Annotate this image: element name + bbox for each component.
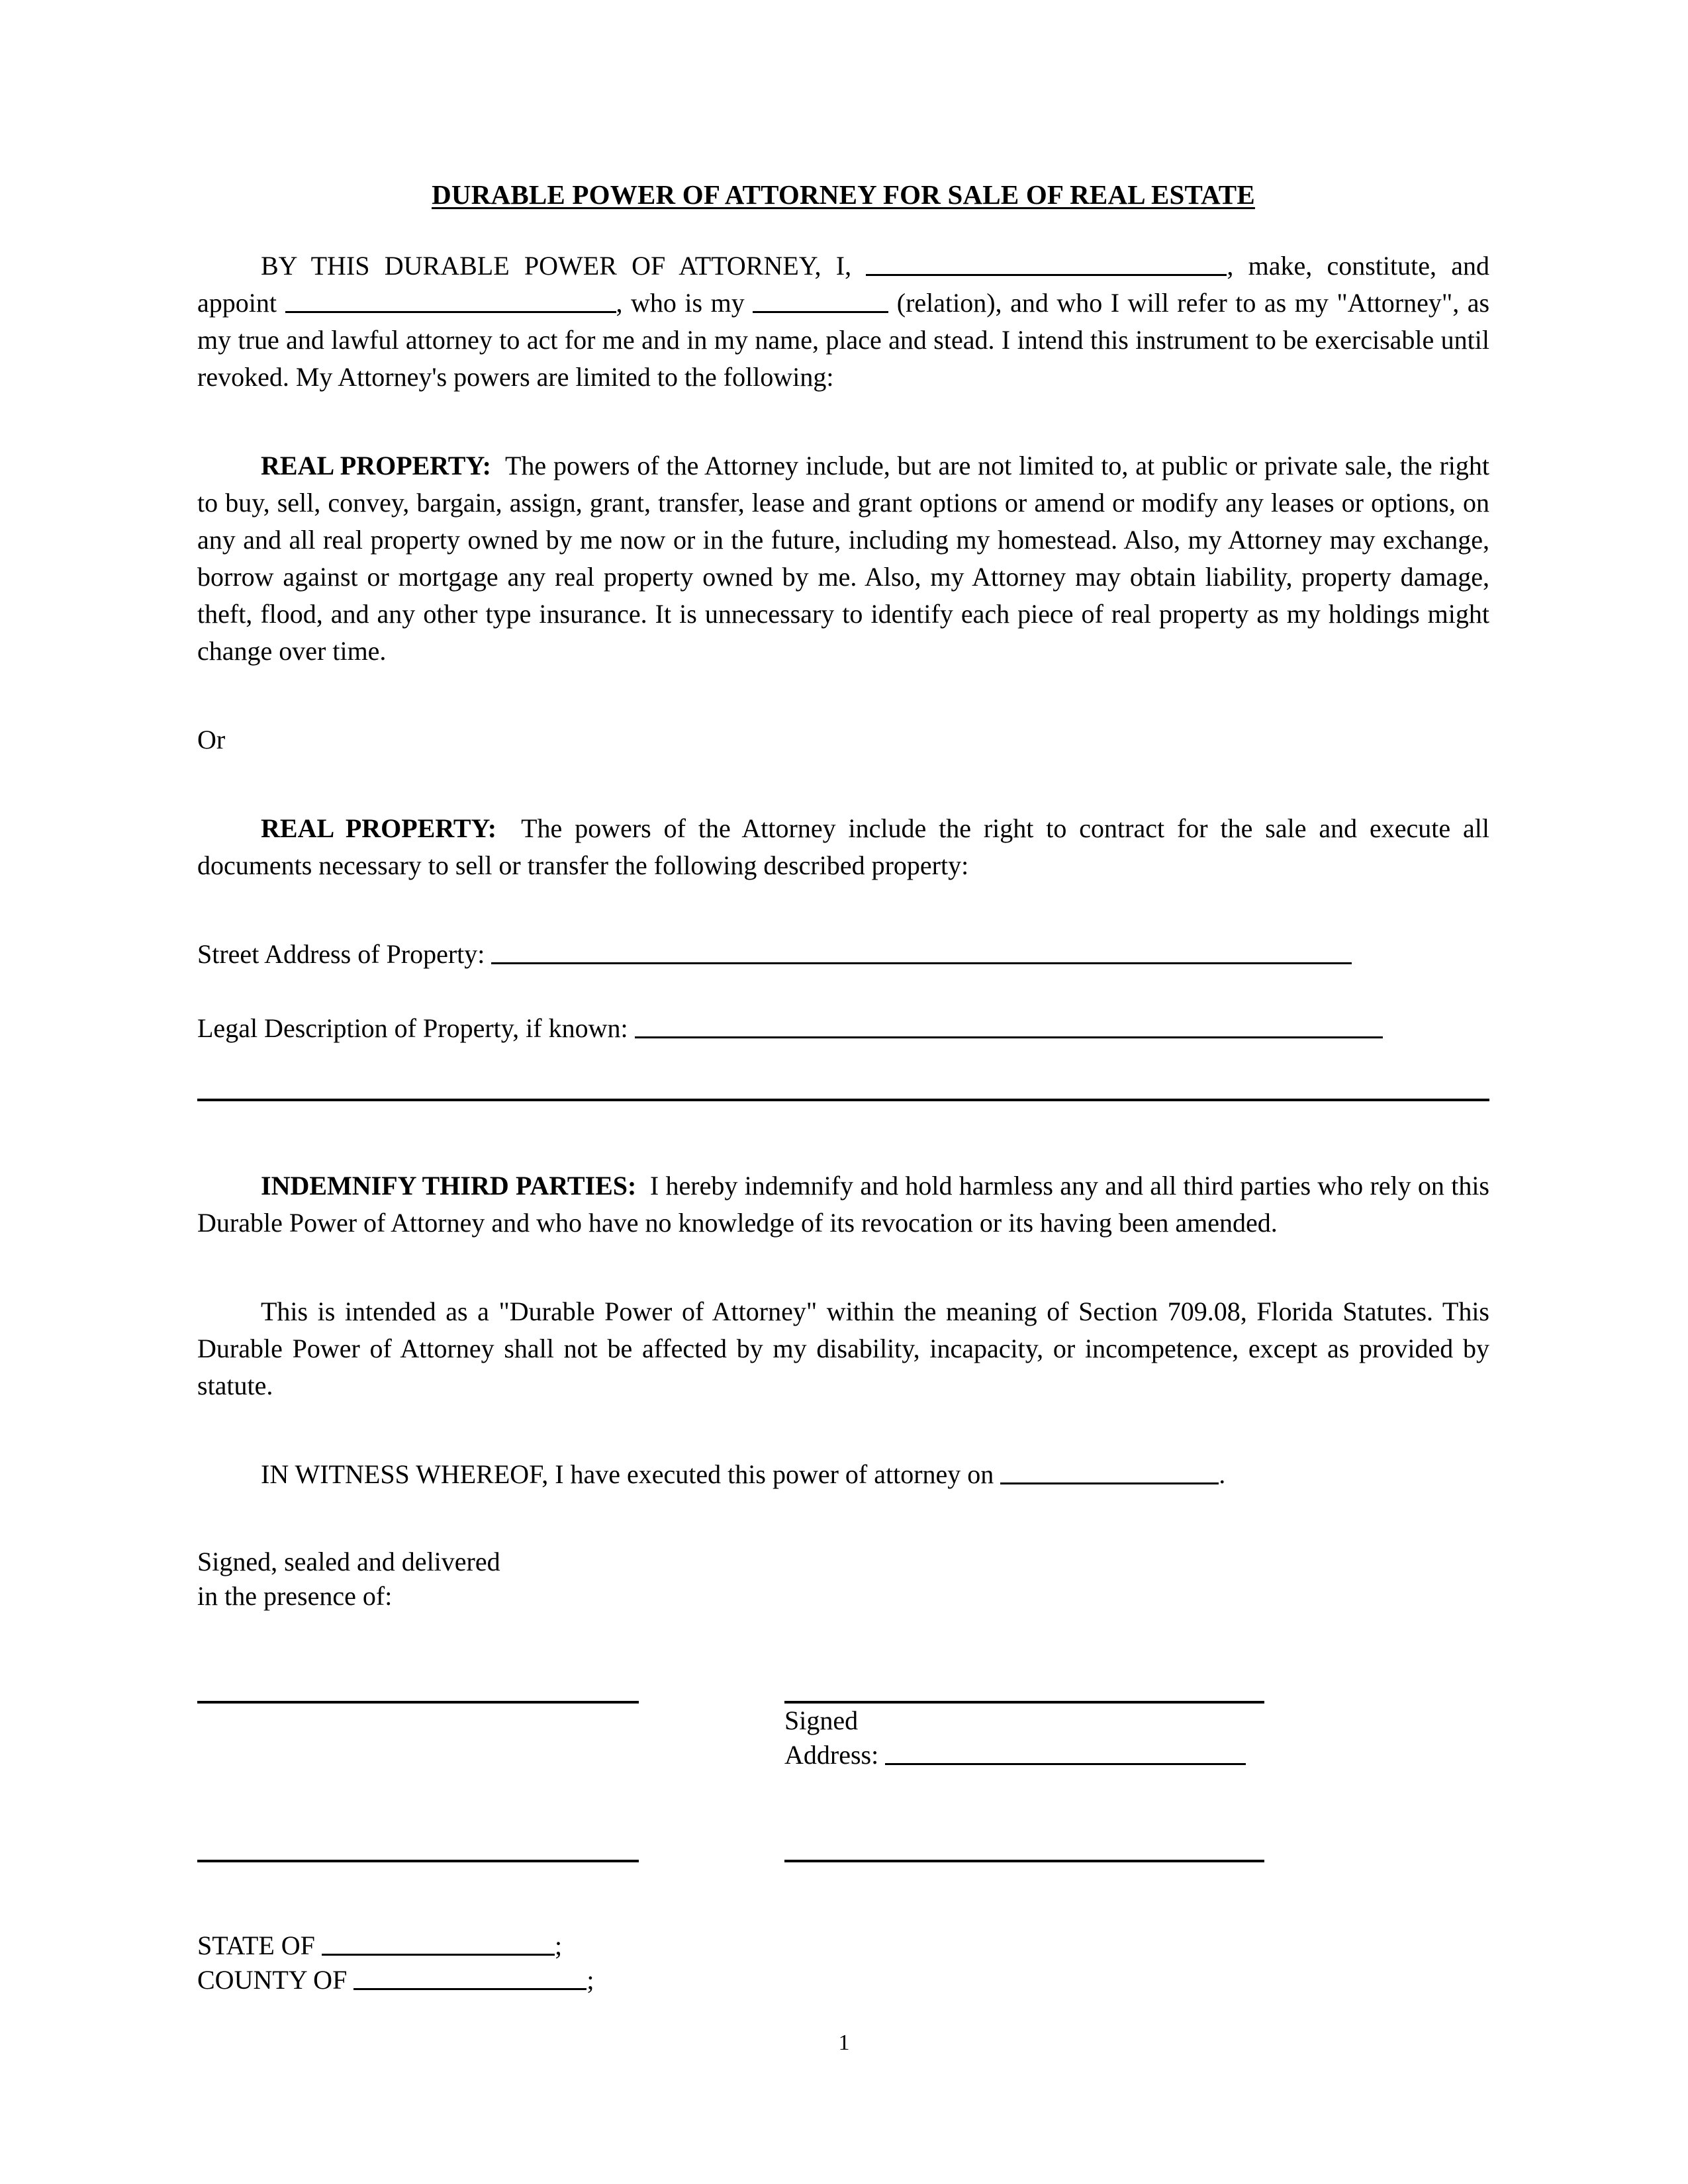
intro-after-name: , — [1227, 251, 1234, 281]
witness-signature-blank-1[interactable] — [197, 1701, 639, 1704]
statute-body: This is intended as a "Durable Power of Attorney" within the meaning of Section 709.08, Florida Statutes. This Durable Power of Attorney shall not be affected by my disability, incapacity, or incompetence, except as provided by statute. — [197, 1297, 1489, 1401]
indemnify-heading: INDEMNIFY THIRD PARTIES: — [261, 1171, 637, 1201]
street-address-label: Street Address of Property: — [197, 939, 485, 970]
signed-sealed-line2: in the presence of: — [197, 1581, 393, 1612]
real-property-1-body: The powers of the Attorney include, but are not limited to, at public or private sale, the right to buy, sell, convey, bargain, assign, grant, transfer, lease and grant options or amend or modify any leases or options, on any and all real property owned by me now or in the future, including my homestead. Also, my Attorney may exchange, borrow against or mortgage any real property owned by me. Also, my Attorney may obtain liability, property damage, theft, flood, and any other type insurance. It is unnecessary to identify each piece of real property as my holdings might change over time. — [197, 451, 1490, 666]
spacer — [197, 1101, 1489, 1167]
witness-whereof-row — [197, 1456, 1489, 1493]
spacer — [197, 1493, 1489, 1545]
witness-whereof-text: IN WITNESS WHEREOF, I have executed this power of attorney on — [261, 1459, 994, 1490]
intro-line2-pre: make, constitute, and appoint — [197, 251, 1489, 318]
principal-signature-column — [784, 1701, 1489, 1772]
witness-signature-blank-2[interactable] — [197, 1860, 639, 1862]
intro-body: and who I will refer to as my "Attorney", as my true and lawful attorney to act for me and in my name, place and stead. I intend this instrument to be exercisable until revoked. My Attorney's powers are limited to the following: — [197, 288, 1490, 392]
intro-opening-caps: BY THIS DURABLE POWER OF ATTORNEY, I, — [261, 251, 852, 281]
signature-row-second — [197, 1860, 1489, 1862]
intro-line2-post: (relation), — [896, 288, 1002, 318]
page-number: 1 — [838, 2030, 850, 2055]
document-body — [197, 179, 1489, 1997]
execution-date-blank[interactable] — [1000, 1459, 1219, 1485]
real-property-1-heading: REAL PROPERTY: — [261, 451, 491, 481]
witness-column-1 — [197, 1701, 784, 1772]
state-of-blank[interactable] — [322, 1930, 555, 1956]
real-property-paragraph-1 — [197, 447, 1489, 670]
statute-paragraph — [197, 1293, 1489, 1404]
spacer — [197, 1404, 1489, 1456]
signature-row-first — [197, 1701, 1489, 1772]
street-address-blank[interactable] — [491, 938, 1352, 965]
spacer — [197, 1047, 1489, 1099]
spacer — [197, 1614, 1489, 1701]
signed-label: Signed — [784, 1706, 859, 1736]
witness-column-3 — [784, 1860, 1489, 1862]
signed-sealed-line1: Signed, sealed and delivered — [197, 1547, 500, 1577]
real-property-2-body: The powers of the Attorney include the right to contract for the sale and execute all documents necessary to sell or transfer the following described property: — [197, 813, 1489, 881]
county-of-blank[interactable] — [353, 1964, 586, 1991]
spacer — [197, 670, 1489, 721]
spacer — [197, 1862, 1489, 1929]
intro-paragraph — [197, 248, 1489, 396]
relation-blank[interactable] — [753, 287, 888, 314]
page-title-text: DURABLE POWER OF ATTORNEY FOR SALE OF REAL ESTATE — [432, 179, 1255, 210]
real-property-paragraph-2 — [197, 810, 1489, 884]
spacer — [197, 396, 1489, 447]
spacer — [197, 973, 1489, 1010]
intro-line2-mid: , who is my — [616, 288, 745, 318]
spacer — [197, 758, 1489, 810]
state-of-row — [197, 1929, 1489, 1963]
witness-column-2 — [197, 1860, 784, 1862]
address-field-row — [784, 1738, 1489, 1772]
spacer — [197, 884, 1489, 936]
spacer — [197, 1772, 1489, 1860]
legal-description-field-row — [197, 1010, 1489, 1047]
attorney-name-blank[interactable] — [285, 287, 616, 314]
witness-signature-blank-3[interactable] — [784, 1860, 1264, 1862]
spacer — [197, 1242, 1489, 1293]
real-property-2-heading: REAL PROPERTY: — [261, 813, 497, 844]
county-of-row — [197, 1963, 1489, 1997]
indemnify-paragraph — [197, 1167, 1489, 1242]
state-of-suffix: ; — [554, 1931, 563, 1961]
address-label: Address: — [784, 1740, 879, 1770]
legal-description-label: Legal Description of Property, if known: — [197, 1013, 628, 1044]
legal-description-blank[interactable] — [635, 1013, 1383, 1039]
or-divider-label: Or — [197, 725, 226, 755]
principal-name-blank[interactable] — [866, 250, 1227, 277]
county-of-suffix: ; — [586, 1965, 594, 1995]
signature-grid — [197, 1701, 1489, 1862]
or-divider — [197, 721, 1489, 758]
state-of-label: STATE OF — [197, 1931, 315, 1961]
page-title — [197, 179, 1489, 210]
principal-address-blank[interactable] — [885, 1739, 1246, 1766]
street-address-field-row — [197, 936, 1489, 973]
county-of-label: COUNTY OF — [197, 1965, 348, 1995]
indemnify-body: I hereby indemnify and hold harmless any and all third parties who rely on this Durable Power of Attorney and who have no knowledge of its revocation or its having been amended. — [197, 1171, 1489, 1238]
witness-whereof-period: . — [1219, 1459, 1226, 1490]
spacer — [197, 210, 1489, 248]
